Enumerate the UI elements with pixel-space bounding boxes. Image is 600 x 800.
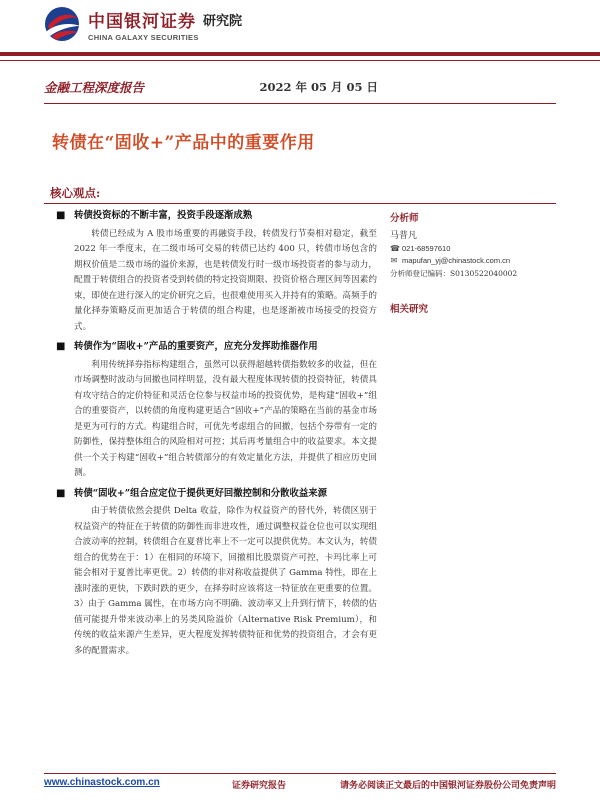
core-views-label: 核心观点:	[50, 186, 101, 200]
report-type: 金融工程深度报告	[44, 80, 145, 95]
section-paragraph: 利用传统择券指标构建组合，虽然可以获得超越转债指数较多的收益，但在市场调整时波动与回撤也同样明显，没有最大程度体现转债的投资特征，转债具有攻守结合的定价特征和灵活仓位参与权益市场的投资优势，是构建“固收+”组合的重要资产，以转债的角度构建更适合“固收+”产品的策略在当前的基金市场是更为可行的方式。构建组合时，可优先考虑组合的回撤，包括个券带有一定的防御性，保持整体组合的风险相对可控；其后再考量组合中的收益要求。本文提供一个关于构建“固收+”组合转债部分的有效定量化方法，并提供了相应历史回测。	[74, 359, 377, 478]
related-research-title: 相关研究	[390, 304, 429, 315]
registration-label: 分析师登记编码：	[390, 269, 450, 278]
analyst-title: 分析师	[390, 213, 419, 224]
divider	[44, 103, 556, 104]
divider	[44, 203, 556, 204]
section-heading-text: 转债作为“固收+”产品的重要资产，应充分发挥助推器作用	[74, 341, 318, 352]
phone-icon: ☎	[390, 244, 400, 253]
footer-report-label: 证券研究报告	[232, 781, 287, 791]
phone-line	[390, 244, 555, 253]
registration-code: S0130522040002	[450, 269, 518, 278]
square-bullet-icon: ■	[56, 487, 66, 499]
email-link[interactable]: mapufan_yj@chinastock.com.cn	[402, 256, 511, 265]
brand-name-cn: 中国银河证券	[88, 11, 196, 32]
section-heading-text: 转债“固收+”组合应定位于提供更好回撤控制和分散收益来源	[74, 487, 328, 499]
core-views	[56, 206, 377, 663]
institute-label: 研究院	[203, 14, 243, 29]
header-band	[0, 52, 600, 56]
section-heading-text: 转债投资标的不断丰富，投资手段逐渐成熟	[74, 210, 253, 221]
registration-line	[390, 268, 555, 279]
website-link[interactable]: www.chinastock.com.cn	[44, 777, 160, 788]
galaxy-logo-icon	[40, 4, 84, 44]
square-bullet-icon: ■	[56, 210, 66, 221]
section-heading	[56, 339, 377, 355]
report-date: 2022 年 05 月 05 日	[259, 80, 378, 94]
analyst-name: 马普凡	[390, 231, 418, 241]
header-rule	[0, 60, 600, 61]
brand-logo	[40, 4, 199, 44]
square-bullet-icon: ■	[56, 341, 66, 352]
email-line	[390, 256, 555, 265]
disclaimer-note: 请务必阅读正文最后的中国银河证券股份公司免责声明	[339, 781, 556, 791]
sidebar	[390, 206, 555, 315]
section-paragraph: 转债已经成为 A 股市场重要的再融资手段，转债发行节奏相对稳定，截至 2022 年一季度末，在二级市场可交易的转债已达约 400 只，转债市场包含的期权价值是二级市场的溢价来源，也是转债发行时一级市场投资者的参与动力，配置于转债组合的投资者受到转债的特定投资期限、投资价格合理区间等因素约束，即使在进行深入的定价研究之后，也很难使用买入并持有的策略。高频手的量化择券策略反而更加适合于转债的组合构建，也是逐渐被市场接受的投资方式。	[74, 228, 377, 332]
brand-name-en: CHINA GALAXY SECURITIES	[88, 32, 199, 42]
phone-number: 021-68597610	[402, 244, 451, 253]
section-heading	[56, 486, 377, 502]
section-paragraph: 由于转债依然会提供 Delta 收益，除作为权益资产的替代外，转债区别于权益资产的特征在于转债的防御性而非进攻性，通过调整权益仓位也可以实现组合波动率的控制，转债组合在夏普比率上不一定可以提供优势。本文认为，转债组合的优势在于：1）在相同的环境下，回撤相比股票资产可控，卡玛比率上可能会相对于夏普比率更优。2）转债的非对称收益提供了 Gamma 特性，即在上涨时涨的更快，下跌时跌的更少，在择券时应该将这一特征放在更重要的位置。3）由于 Gamma 属性，在市场方向不明确、波动率又上升到行情下，转债的估值可能提升带来波动率上的另类风险溢价（Alternative Risk Premium），和传统的收益来源产生差异，更大程度发挥转债特征和优势的投资组合，才会有更多的配置需求。	[74, 506, 377, 656]
report-title: 转债在“固收+”产品中的重要作用	[52, 133, 315, 153]
section-heading	[56, 208, 377, 224]
footer-divider	[44, 773, 556, 774]
email-icon: ✉	[390, 256, 398, 265]
